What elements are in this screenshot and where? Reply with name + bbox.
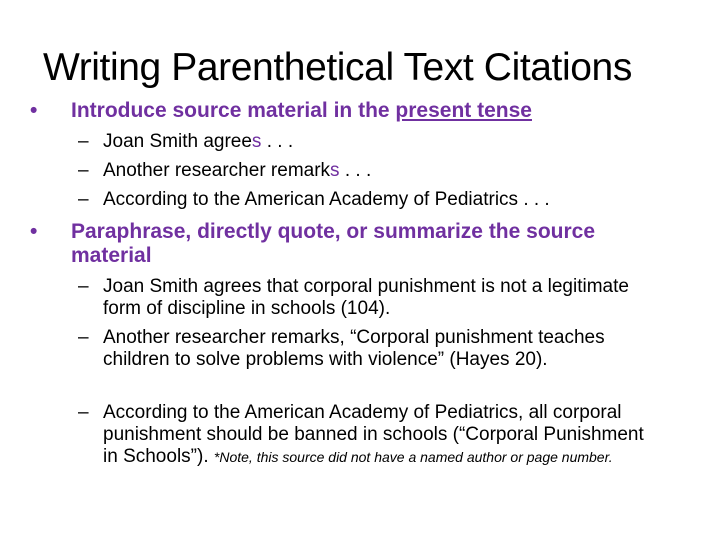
sub-text xyxy=(103,160,678,182)
sub-item-according-to-aap xyxy=(78,189,678,211)
sub-item-another-researcher-quote xyxy=(78,327,668,371)
sub-marker: – xyxy=(78,276,89,297)
sub-item-joan-smith-agrees xyxy=(78,131,678,153)
sub-marker: – xyxy=(78,327,89,348)
citation-note: *Note, this source did not have a named author or page number. xyxy=(213,449,613,465)
sub-text: According to the American Academy of Pediatrics . . . xyxy=(103,189,550,210)
sub-text: Another researcher remarks, “Corporal punishment teaches children to solve problems with violence” (Hayes 20). xyxy=(103,327,605,370)
sub-text xyxy=(103,131,678,153)
sub-text-after: . . . xyxy=(261,131,294,152)
sub-text-main: Joan Smith agree xyxy=(103,131,252,152)
sub-item-joan-smith-paraphrase xyxy=(78,276,638,320)
sub-text-main: Another researcher remark xyxy=(103,160,331,181)
sub-item-according-to-aap-summary xyxy=(78,402,658,468)
sub-text: Joan Smith agrees that corporal punishment is not a legitimate form of discipline in schools (104). xyxy=(103,276,629,319)
bullet-text: Paraphrase, directly quote, or summarize the source material xyxy=(71,220,596,267)
bullet-text-underlined: present tense xyxy=(395,99,532,122)
sub-marker: – xyxy=(78,402,89,423)
sub-text-accent: s xyxy=(251,131,262,152)
bullet-text-before: Introduce source material in the xyxy=(71,99,396,122)
sub-item-another-researcher-remarks xyxy=(78,160,678,182)
sub-text-after: . . . xyxy=(339,160,372,181)
sub-text-accent: s xyxy=(330,160,340,181)
sub-text-main: According to the American Academy of Pediatrics, all corporal punishment should be banned in schools (“Corporal Punishment in Schools”). xyxy=(103,402,644,467)
bullet-introduce-source xyxy=(30,99,690,123)
bullet-paraphrase-quote-summarize xyxy=(30,220,670,268)
bullet-marker: • xyxy=(30,99,38,122)
bullet-text xyxy=(71,99,690,123)
sub-text xyxy=(103,402,658,468)
sub-marker: – xyxy=(78,131,89,152)
bullet-marker: • xyxy=(30,220,38,243)
sub-marker: – xyxy=(78,189,89,210)
slide-title: Writing Parenthetical Text Citations xyxy=(43,46,632,89)
sub-marker: – xyxy=(78,160,89,181)
